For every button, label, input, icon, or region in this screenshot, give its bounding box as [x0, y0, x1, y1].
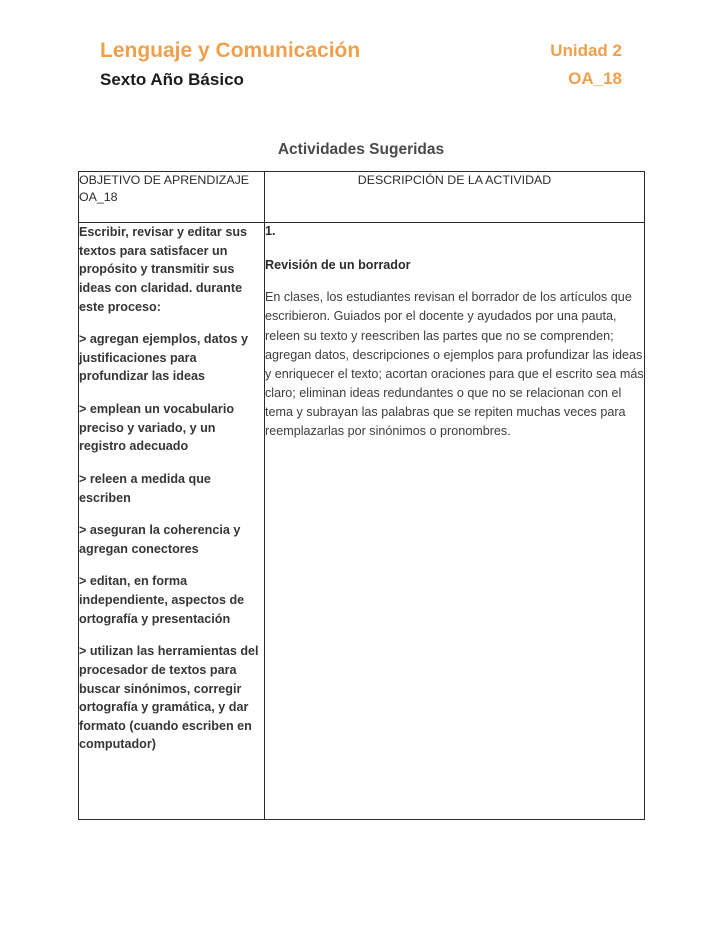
column-header-description: DESCRIPCIÓN DE LA ACTIVIDAD [265, 172, 645, 223]
objective-intro-text: Escribir, revisar y editar sus textos para satisfacer un propósito y transmitir sus ideas con claridad. durante este proceso: [79, 225, 248, 314]
activity-number: 1. [265, 224, 276, 238]
section-title: Actividades Sugeridas [277, 141, 445, 158]
objective-item: > editan, en forma independiente, aspectos de ortografía y presentación [79, 574, 245, 626]
objective-item: > releen a medida que escriben [79, 471, 211, 505]
objective-item: > emplean un vocabulario preciso y variado, y un registro adecuado [79, 402, 235, 454]
header-left-group [100, 38, 360, 91]
table-header-row [79, 172, 645, 223]
subject-title: Lenguaje y Comunicación [100, 39, 361, 62]
activity-table [78, 171, 645, 820]
objective-item: > utilizan las herramientas del procesador de textos para buscar sinónimos, corregir ortografía y gramática, y dar formato (cuando escriben en computador) [79, 644, 259, 752]
objective-cell [79, 223, 265, 820]
objective-item: > aseguran la coherencia y agregan conectores [79, 523, 241, 556]
objective-item: > agregan ejemplos, datos y justificaciones para profundizar las ideas [79, 332, 249, 384]
header-right-group [550, 38, 622, 90]
document-header [100, 38, 622, 91]
table-row [79, 223, 645, 820]
column-header-objective: OBJETIVO DE APRENDIZAJE OA_18 [79, 172, 265, 223]
oa-code-label: OA_18 [568, 69, 622, 89]
unit-label: Unidad 2 [550, 41, 622, 60]
grade-title: Sexto Año Básico [100, 69, 244, 89]
activity-body-text: En clases, los estudiantes revisan el borrador de los artículos que escribieron. Guiados por el docente y ayudados por una pauta, releen su texto y reescriben las partes que no se comprenden; agregan datos, descripciones o ejemplos para profundizar las ideas y enriquecer el texto; acortan oraciones para que el escrito sea más claro; eliminan ideas redundantes o que no se relacionan con el tema y subrayan las palabras que se repiten muchas veces para reemplazarlas por sinónimos o pronombres. [265, 290, 644, 439]
activity-title: Revisión de un borrador [265, 257, 411, 272]
description-cell [265, 223, 645, 820]
